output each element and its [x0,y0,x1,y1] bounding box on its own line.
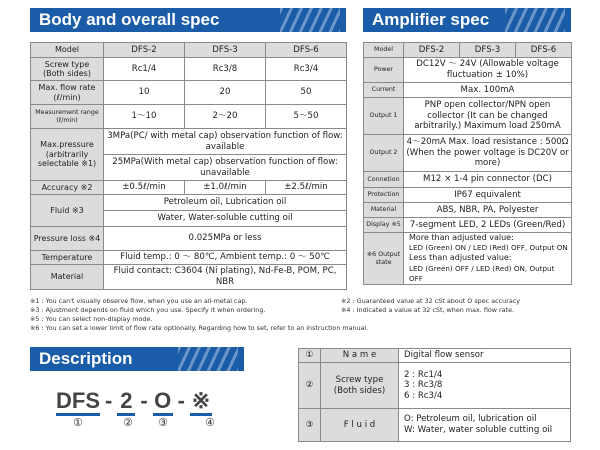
pressure-loss-label: Pressure loss ※4 [31,227,104,251]
max-pressure-value-2: 25MPa(With metal cap) observation function of flow: unavailable [104,155,347,181]
power-label: Power [364,58,404,83]
header-dfs6: DFS-6 [266,43,347,58]
max-pressure-value-1: 3MPa(PC/ with metal cap) observation function of flow: available [104,129,347,155]
screw-type-value: Rc1/4 [104,58,185,81]
accuracy-value: ±2.5ℓ/min [266,181,347,195]
max-flow-value: 10 [104,81,185,105]
table-row [364,188,572,203]
max-flow-value: 50 [266,81,347,105]
amp-spec-table [363,42,572,285]
header-dfs2: DFS-2 [104,43,185,58]
meas-range-value: 5～50 [266,105,347,129]
table-row [31,181,347,195]
amp-material-label: Material [364,203,404,218]
output-state-label: ※6 Output state [364,233,404,285]
fluid-value-2: Water, Water-soluble cutting oil [104,211,347,227]
output-state-value [404,233,572,285]
output-state-line: More than adjusted value: [409,233,514,242]
code-part-fluid: O [153,390,173,416]
code-number: ② [123,416,133,429]
code-number: ③ [158,416,168,429]
amp-header-dfs2: DFS-2 [404,43,460,58]
fluid-value-1: Petroleum oil, Lubrication oil [104,195,347,211]
table-row [31,129,347,155]
description-banner [30,347,244,371]
table-row [31,195,347,211]
meas-range-value: 1～10 [104,105,185,129]
material-label: Material [31,265,104,290]
amp-header-model: Model [364,43,404,58]
header-dfs3: DFS-3 [185,43,266,58]
table-row [364,233,572,285]
output-state-line: LED (Green) OFF / LED (Red) ON, Output OFF [409,263,555,283]
desc-line: 3 : Rc3/8 [404,380,443,391]
screw-type-value: Rc3/4 [266,58,347,81]
code-dash: - [177,388,185,413]
desc-value [399,409,571,442]
desc-label: F l u i d [321,409,399,442]
accuracy-value: ±0.5ℓ/min [104,181,185,195]
table-row [31,43,347,58]
table-row [299,363,571,409]
output2-label: Output 2 [364,135,404,172]
banner-stripes [178,347,238,371]
table-row [364,58,572,83]
temperature-label: Temperature [31,251,104,265]
table-row [364,135,572,172]
body-spec-title: Body and overall spec [39,10,220,29]
body-spec-table [30,42,347,290]
display-value: 7-segment LED, 2 LEDs (Green/Red) [404,218,572,233]
temperature-value: Fluid temp.: 0 ～ 80℃, Ambient temp.: 0 ～ 50℃ [104,251,347,265]
max-flow-label: Max. flow rate (ℓ/min) [31,81,104,105]
banner-stripes [505,8,565,32]
screw-type-label: Screw type (Both sides) [31,58,104,81]
table-row [31,58,347,81]
connection-label: Connetion [364,172,404,188]
desc-line: W: Water, water soluble cutting oil [404,425,553,435]
desc-line: O: Petroleum oil, lubrication oil [404,414,537,425]
body-spec-banner [30,8,346,32]
table-row [364,43,572,58]
code-part-screw: 2 [117,390,135,416]
table-row [31,227,347,251]
power-value: DC12V ～ 24V (Allowable voltage fluctuation ± 10%) [404,58,572,83]
meas-range-label: Measurement range (ℓ/min) [31,105,104,129]
model-code [56,388,212,416]
output-state-line: LED (Green) ON / LED (Red) OFF, Output ON [409,243,568,253]
footnote: ※6 : You can set a lower limit of flow rate optionally. Regarding how to set, refer to an instruction manual. [30,324,369,332]
table-row [299,409,571,442]
protection-label: Protection [364,188,404,203]
pressure-loss-value: 0.025MPa or less [104,227,347,251]
desc-num: ① [299,349,321,363]
max-flow-value: 20 [185,81,266,105]
code-part-option: ※ [190,390,212,416]
desc-value: Digital flow sensor [399,349,571,363]
desc-num: ③ [299,409,321,442]
footnote: ※4 : Indicated a value at 32 cSt, when max. flow rate. [341,306,515,314]
table-row [299,349,571,363]
amp-header-dfs6: DFS-6 [516,43,572,58]
desc-label: N a m e [321,349,399,363]
description-title: Description [39,349,133,368]
protection-value: IP67 equivalent [404,188,572,203]
output1-label: Output 1 [364,98,404,135]
amp-spec-title: Amplifier spec [372,10,490,29]
banner-stripes [280,8,340,32]
display-label: Display ※5 [364,218,404,233]
code-dash: - [140,388,148,413]
header-model: Model [31,43,104,58]
amp-spec-banner [363,8,571,32]
table-row [31,105,347,129]
table-row [364,172,572,188]
table-row [364,203,572,218]
table-row [31,81,347,105]
screw-type-value: Rc3/8 [185,58,266,81]
meas-range-value: 2～20 [185,105,266,129]
table-row [364,98,572,135]
output1-value: PNP open collector/NPN open collector (It can be changed arbitrarily.) Maximum load 250mA [404,98,572,135]
code-number: ④ [205,416,215,429]
output2-value: 4～20mA Max. load resistance : 500Ω (When the power voltage is DC20V or more) [404,135,572,172]
desc-line: 2 : Rc1/4 [404,369,443,380]
fluid-label: Fluid ※3 [31,195,104,227]
footnote: ※2 : Guaranteed value at 32 cSt about O spec accuracy [341,297,521,305]
code-dash: - [105,388,113,413]
material-value: Fluid contact: C3604 (Ni plating), Nd-Fe-B, POM, PC, NBR [104,265,347,290]
description-table [298,348,571,442]
footnote: ※5 : You can select non-display mode. [30,315,153,323]
desc-value [399,363,571,409]
desc-line: 6 : Rc3/4 [404,390,443,401]
output-state-line: Less than adjusted value: [409,253,512,263]
footnote: ※1 : You can't visually observe flow, when you use an all-metal cap. [30,297,248,305]
accuracy-label: Accuracy ※2 [31,181,104,195]
table-row [31,251,347,265]
table-row [31,265,347,290]
desc-label: Screw type (Both sides) [321,363,399,409]
amp-material-value: ABS, NBR, PA, Polyester [404,203,572,218]
code-part-dfs: DFS [56,390,100,416]
connection-value: M12 × 1-4 pin connector (DC) [404,172,572,188]
current-label: Current [364,83,404,98]
desc-num: ② [299,363,321,409]
current-value: Max. 100mA [404,83,572,98]
accuracy-value: ±1.0ℓ/min [185,181,266,195]
footnote: ※3 : Ajustment depends on fluid which you use. Specify it when ordering. [30,306,266,314]
amp-header-dfs3: DFS-3 [460,43,516,58]
max-pressure-label: Max.pressure (arbitrarily selectable ※1) [31,129,104,181]
table-row [364,218,572,233]
table-row [364,83,572,98]
code-number: ① [73,416,83,429]
